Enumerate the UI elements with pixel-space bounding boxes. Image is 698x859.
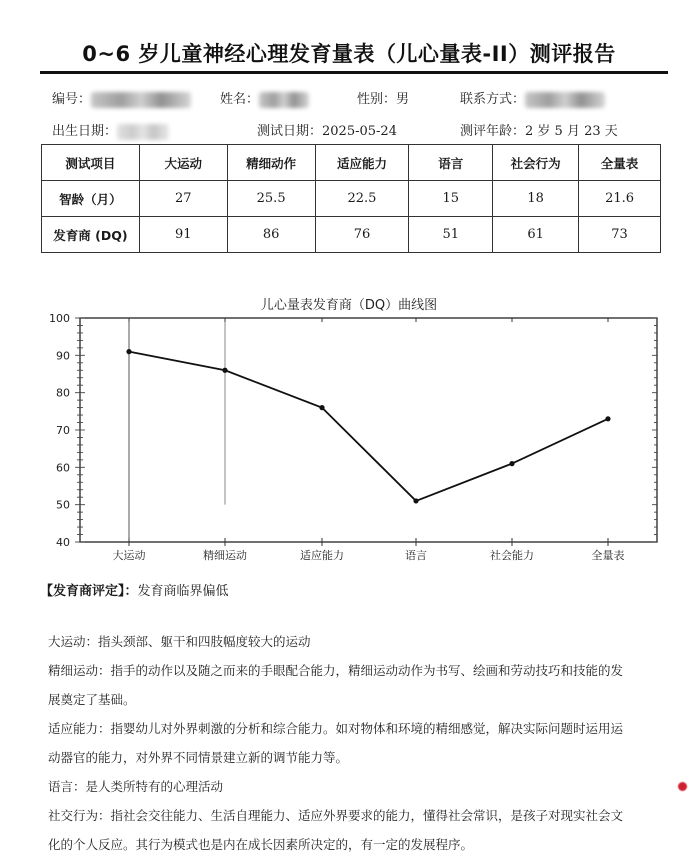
table-row (42, 181, 661, 217)
header-cell: 适应能力 (315, 145, 409, 181)
contact-label: 联系方式： (460, 92, 526, 107)
x-tick-label: 语言 (405, 549, 427, 562)
age-field (460, 120, 618, 139)
y-tick-label: 40 (56, 536, 70, 549)
data-point (413, 498, 418, 503)
name-label: 姓名： (220, 92, 260, 107)
table-cell: 27 (139, 181, 227, 217)
x-tick-label: 社会能力 (490, 549, 534, 562)
birth-redacted (117, 124, 169, 140)
description-text: 精细运动：指手的动作以及随之而来的手眼配合能力，精细运动动作为书写、绘画和劳动技巧和技能的发 (48, 663, 624, 678)
header-cell: 社会行为 (493, 145, 579, 181)
dq-rating (40, 580, 229, 599)
table-cell: 73 (579, 217, 661, 253)
test-date-value: 2025-05-24 (322, 124, 397, 139)
x-tick-label: 精细运动 (203, 549, 247, 562)
description-text: 大运动：指头颈部、躯干和四肢幅度较大的运动 (48, 634, 311, 649)
id-redacted (91, 92, 191, 108)
id-field (52, 88, 191, 108)
table-cell: 21.6 (579, 181, 661, 217)
table-cell: 51 (409, 217, 493, 253)
x-tick-label: 适应能力 (300, 549, 344, 562)
plot-frame (80, 318, 657, 542)
gender-field (357, 88, 409, 107)
data-point (605, 416, 610, 421)
report-title: 0~6 岁儿童神经心理发育量表（儿心量表-II）测评报告 (82, 42, 616, 66)
red-mark (678, 782, 687, 791)
gender-label: 性别： (357, 92, 397, 107)
test-date-label: 测试日期： (257, 124, 323, 139)
rating-value: 发育商临界偏低 (137, 584, 229, 599)
table-cell: 61 (493, 217, 579, 253)
id-label: 编号： (52, 92, 92, 107)
data-point (509, 461, 514, 466)
table-cell: 15 (409, 181, 493, 217)
x-tick-label: 全量表 (591, 549, 625, 562)
data-point (319, 405, 324, 410)
gender-value: 男 (396, 92, 410, 107)
data-point (222, 368, 227, 373)
birth-field (52, 120, 169, 140)
scores-table (41, 144, 661, 253)
table-cell: 25.5 (227, 181, 315, 217)
birth-label: 出生日期： (52, 124, 118, 139)
data-point (126, 349, 131, 354)
chart-title: 儿心量表发育商（DQ）曲线图 (260, 298, 438, 313)
description-text: 社交行为：指社会交往能力、生活自理能力、适应外界要求的能力，懂得社会常识，是孩子对现实社会文 (48, 808, 624, 823)
y-tick-label: 100 (49, 312, 70, 325)
header-cell: 测试项目 (42, 145, 140, 181)
table-cell: 22.5 (315, 181, 409, 217)
y-tick-label: 90 (56, 349, 70, 363)
header-cell: 精细动作 (227, 145, 315, 181)
row-label: 发育商 (DQ) (42, 217, 140, 253)
y-tick-label: 70 (56, 424, 70, 437)
y-tick-label: 50 (56, 498, 70, 512)
table-row (42, 217, 661, 253)
description-text: 语言：是人类所特有的心理活动 (48, 779, 224, 794)
dq-series-line (129, 352, 608, 501)
name-redacted (259, 92, 309, 108)
y-tick-label: 60 (56, 461, 70, 475)
table-cell: 91 (139, 217, 227, 253)
contact-redacted (525, 92, 605, 108)
description-text: 化的个人反应。其行为模式也是内在成长因素所决定的，有一定的发展程序。 (48, 837, 474, 852)
header-cell: 全量表 (579, 145, 661, 181)
contact-field (460, 88, 605, 108)
header-cell: 大运动 (139, 145, 227, 181)
age-value: 2 岁 5 月 23 天 (525, 124, 618, 139)
x-tick-label: 大运动 (112, 549, 146, 562)
table-cell: 18 (493, 181, 579, 217)
table-cell: 76 (315, 217, 409, 253)
y-tick-label: 80 (56, 386, 70, 400)
description-text: 适应能力：指婴幼儿对外界刺激的分析和综合能力。如对物体和环境的精细感觉，解决实际问题时运用运 (48, 721, 624, 736)
description-text: 展奠定了基础。 (48, 692, 136, 707)
description-text: 动器官的能力，对外界不同情景建立新的调节能力等。 (48, 750, 349, 765)
table-cell: 86 (227, 217, 315, 253)
header-cell: 语言 (409, 145, 493, 181)
dq-line-chart (0, 300, 698, 570)
row-label: 智龄（月） (42, 181, 140, 217)
test-date-field (257, 120, 397, 139)
rating-label: 【发育商评定】： (40, 584, 138, 599)
table-header-row (42, 145, 661, 181)
name-field (220, 88, 309, 108)
title-divider (40, 71, 668, 74)
age-label: 测评年龄： (460, 124, 526, 139)
